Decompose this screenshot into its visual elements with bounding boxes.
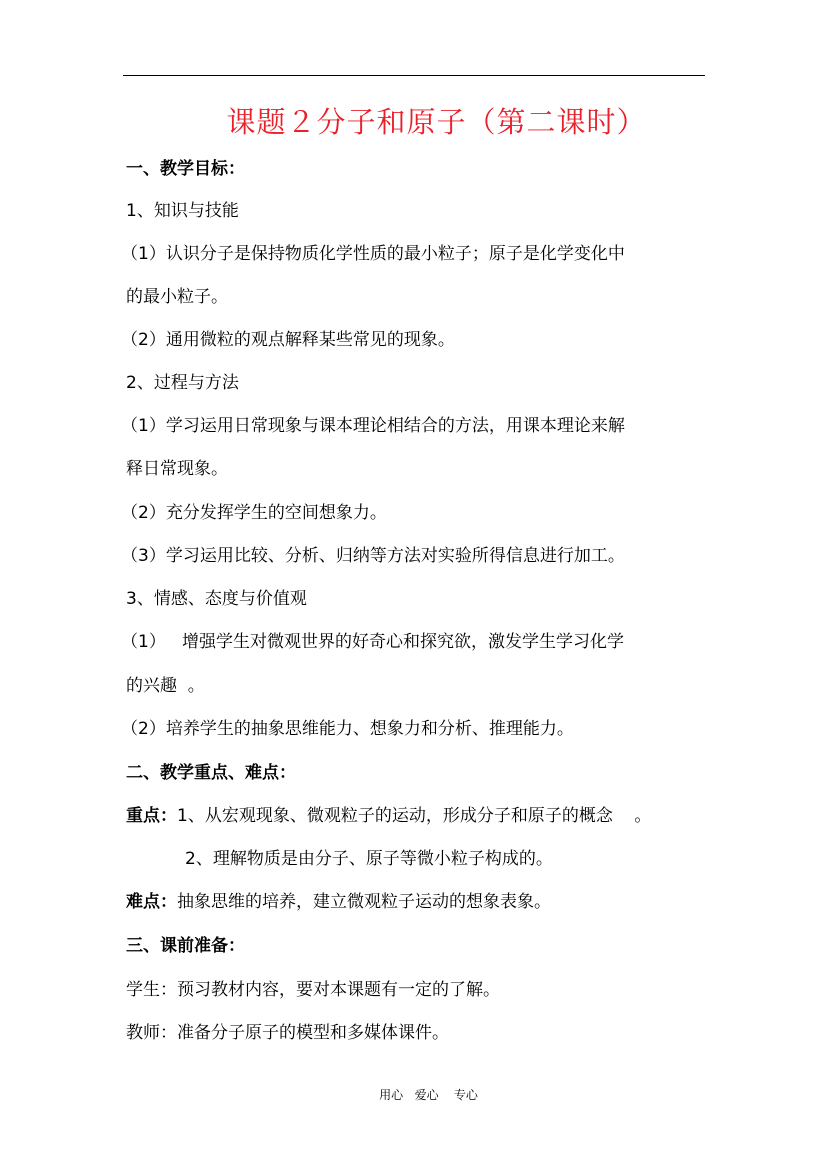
paragraph-k1-line1: （1）认识分子是保持物质化学性质的最小粒子；原子是化学变化中 [121,244,625,264]
subheading-process: 2、过程与方法 [126,373,239,393]
difficult-points [126,891,551,913]
paragraph-p2: （2）充分发挥学生的空间想象力。 [121,503,387,523]
subheading-knowledge: 1、知识与技能 [126,201,239,221]
key-points-line1 [126,805,651,827]
paragraph-p1-line2: 释日常现象。 [126,459,228,479]
paragraph-a2: （2）培养学生的抽象思维能力、想象力和分析、推理能力。 [121,719,574,739]
paragraph-k1-line2: 的最小粒子。 [126,287,228,307]
difficult-label: 难点： [126,892,177,912]
paragraph-k2: （2）通用微粒的观点解释某些常见的现象。 [121,330,455,350]
paragraph-p1-line1: （1）学习运用日常现象与课本理论相结合的方法，用课本理论来解 [121,416,625,436]
prep-teacher: 教师：准备分子原子的模型和多媒体课件。 [126,1023,449,1043]
difficult-text: 抽象思维的培养，建立微观粒子运动的想象表象。 [177,892,551,912]
paragraph-a1-line2: 的兴趣 。 [126,676,205,696]
header-rule [123,75,705,76]
section-heading-goals: 一、教学目标： [126,159,245,179]
key-label: 重点： [126,806,177,826]
key-point-2: 2、理解物质是由分子、原子等微小粒子构成的。 [185,849,553,869]
prep-student: 学生：预习教材内容，要对本课题有一定的了解。 [126,980,500,1000]
section-heading-prep: 三、课前准备： [126,936,245,956]
document-title: 课题２分子和原子（第二课时） [226,105,647,139]
section-heading-key: 二、教学重点、难点： [126,763,296,783]
subheading-attitude: 3、情感、态度与价值观 [126,589,307,609]
page-footer: 用心 爱心 专心 [379,1088,478,1102]
paragraph-a1-line1: （1） 增强学生对微观世界的好奇心和探究欲，激发学生学习化学 [121,632,625,652]
key-point-1: 1、从宏观现象、微观粒子的运动，形成分子和原子的概念 。 [177,806,652,826]
paragraph-p3: （3）学习运用比较、分析、归纳等方法对实验所得信息进行加工。 [121,546,625,566]
